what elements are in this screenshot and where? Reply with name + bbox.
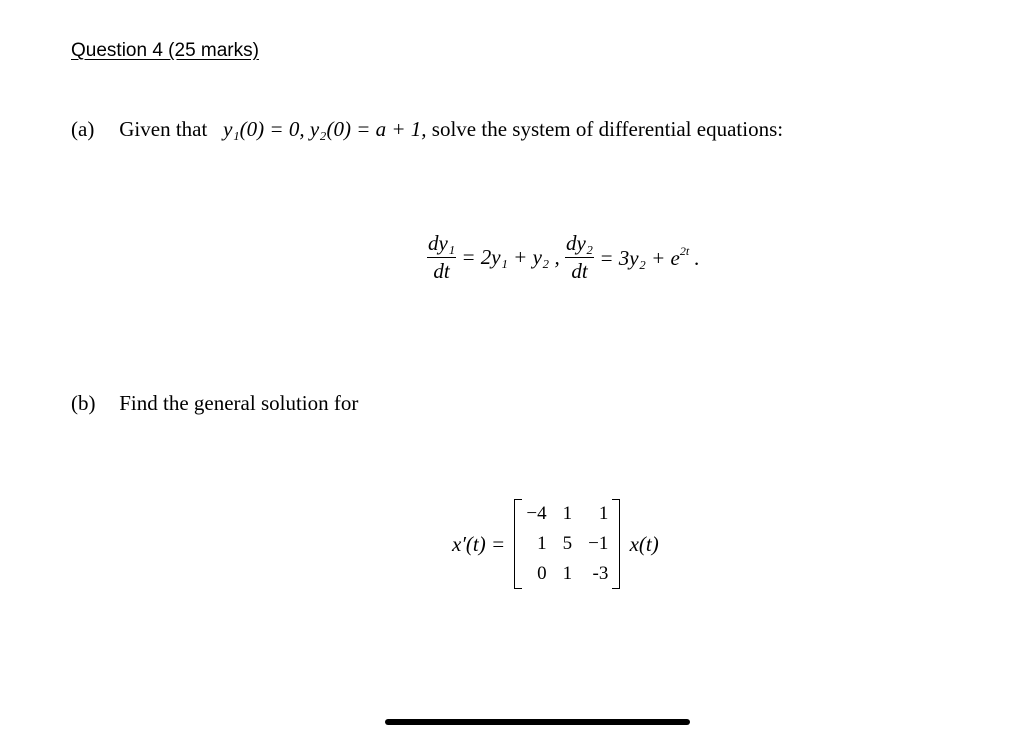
differential-equation-system <box>427 233 700 289</box>
fraction-denominator: dt <box>571 259 588 283</box>
question-title: Question 4 (25 marks) <box>71 40 259 61</box>
matrix-row <box>518 499 616 529</box>
fraction-denominator: dt <box>433 259 450 283</box>
home-indicator-bar[interactable] <box>385 719 690 725</box>
fraction-numerator: dy₂ <box>565 233 594 258</box>
initial-condition-y1: y₁(0) = 0, <box>223 117 305 141</box>
fraction-numerator: dy₁ <box>427 233 456 258</box>
equation-2-end: . <box>694 246 700 270</box>
matrix-cell: 1 <box>562 563 573 584</box>
matrix-equation-rhs: x(t) <box>629 531 659 556</box>
matrix-equation <box>452 499 659 595</box>
matrix-row <box>518 559 616 589</box>
part-b-label: (b) <box>71 391 96 415</box>
matrix-cell: −4 <box>526 503 547 524</box>
fraction-dy1-dt <box>427 233 456 282</box>
matrix-cell: 1 <box>562 503 573 524</box>
part-b-statement <box>71 391 358 416</box>
matrix-row <box>518 529 616 559</box>
part-a-intro: Given that <box>119 117 208 141</box>
part-b-text: Find the general solution for <box>119 391 359 415</box>
matrix-cell: 0 <box>537 563 547 584</box>
matrix-cell: 1 <box>537 533 547 554</box>
equation-2-rhs <box>599 244 699 271</box>
part-a-statement <box>71 117 783 142</box>
part-a-instruction: solve the system of differential equations: <box>431 117 784 141</box>
matrix-cell: −1 <box>588 533 609 554</box>
coefficient-matrix <box>514 499 620 589</box>
equation-1-rhs: = 2y₁ + y₂ , <box>461 245 560 269</box>
fraction-dy2-dt <box>565 233 594 282</box>
matrix-equation-lhs: x′(t) = <box>452 531 506 556</box>
exponent: 2t <box>679 244 690 258</box>
matrix-cell: 1 <box>598 503 609 524</box>
equation-2-rhs-text: = 3y₂ + e <box>599 246 680 270</box>
matrix-cell: -3 <box>592 563 609 584</box>
part-a-label: (a) <box>71 117 95 141</box>
initial-condition-y2: y₂(0) = a + 1, <box>309 117 427 141</box>
matrix-cell: 5 <box>562 533 573 554</box>
